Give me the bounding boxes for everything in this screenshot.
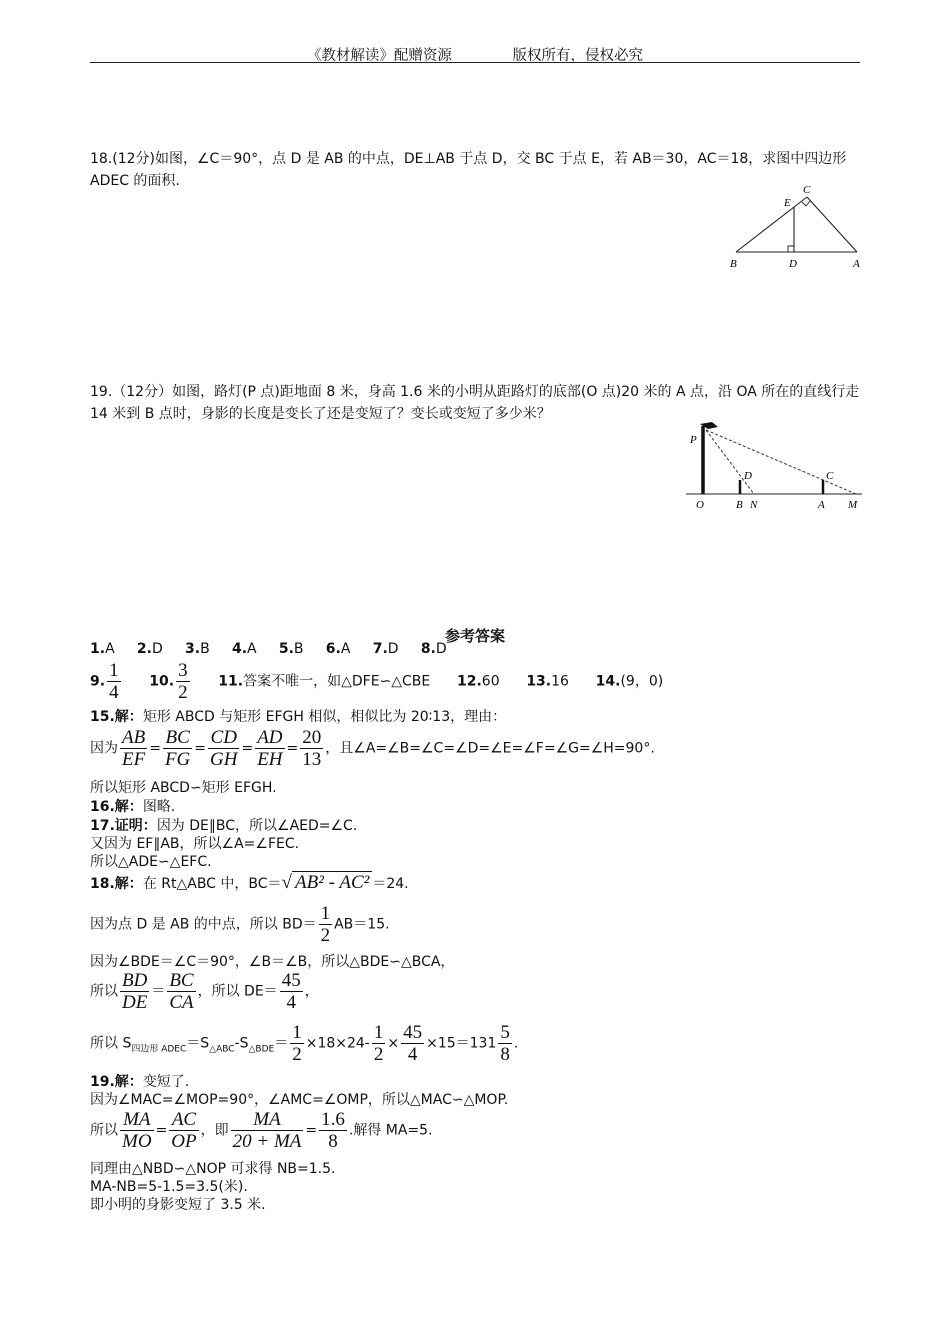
answer-17-line-1: 17.证明：因为 DE∥BC，所以∠AED=∠C. <box>90 818 358 834</box>
fig18-right-angle-C <box>802 201 810 206</box>
answer-19-line-4: 同理由△NBD∽△NOP 可求得 NB=1.5. <box>90 1161 336 1177</box>
answer-10-fraction: $\frac{3}{2}$ <box>178 660 188 703</box>
answers-row-2: 9. $\frac{1}{4}$ 10. $\frac{3}{2}$ 11.答案不唯一，如△DFE∽△CBE 12.60 13.16 14.(9，0) <box>90 660 664 703</box>
answer-18-line-2: 因为点 D 是 AB 的中点，所以 BD＝ $\frac{1}{2}$ AB＝15. <box>90 903 390 946</box>
fig18-label-B: B <box>730 258 737 270</box>
answer-15-line-3: 所以矩形 ABCD∽矩形 EFGH. <box>90 780 277 796</box>
header-rule <box>90 62 860 63</box>
answers-row-1 <box>90 641 447 657</box>
fig18-segment-CA <box>807 197 857 252</box>
answer-19-line-6: 即小明的身影变短了 3.5 米. <box>90 1197 266 1213</box>
fig18-right-angle-D <box>788 246 794 252</box>
fig19-label-O: O <box>696 499 704 511</box>
header-right: 版权所有，侵权必究 <box>512 48 644 64</box>
fig18-label-A: A <box>853 258 860 270</box>
fig18-label-D: D <box>789 258 797 270</box>
answer-4: 4.A <box>231 641 257 657</box>
answers-title: 参考答案 <box>444 627 505 645</box>
question-19: 19.（12分）如图，路灯(P 点)距地面 8 米，身高 1.6 米的小明从距路灯的底部(O 点)20 米的 A 点，沿 OA 所在的直线行走 14 米到 B 点时，身影的长度是变长了还是变短了？变长或变短了多少米？ <box>90 384 860 422</box>
fig19-label-B: B <box>736 499 743 511</box>
answer-8: 8.D <box>420 641 447 657</box>
header-left: 《教材解读》配赠资源 <box>306 48 452 64</box>
answer-18-line-5: 所以 $S_{四边形 ADEC}=S_{\triangle ABC}-S_{\triangle BDE}=$ $\frac{1}{2}$ ×18×24- $\frac{1}{2}$ × $\frac{45}{4}$ ×15＝131 $\frac{5}{8}$ . <box>90 1022 519 1065</box>
figure-18 <box>722 182 872 274</box>
answer-15-line-2: 因为 $\frac{AB}{EF}$ = $\frac{BC}{FG}$ = $\frac{CD}{GH}$ = $\frac{AD}{EH}$ = $\frac{20}{13}$ ，且∠A=∠B=∠C=∠D=∠E=∠F=∠G=∠H=90°. <box>90 727 655 770</box>
sqrt-expression: √ AB² - AC² <box>282 871 373 893</box>
fig19-label-N: N <box>750 499 758 511</box>
answer-3: 3.B <box>185 641 210 657</box>
fig19-label-D: D <box>744 470 752 482</box>
answer-18-line-3: 因为∠BDE＝∠C＝90°，∠B＝∠B，所以△BDE∽△BCA， <box>90 954 455 970</box>
answer-18-line-1: 18.解：在 Rt△ABC 中，BC＝√ AB² - AC² ＝24. <box>90 872 409 893</box>
answer-17-line-3: 所以△ADE∽△EFC. <box>90 854 212 870</box>
answer-17-line-2: 又因为 EF∥AB，所以∠A=∠FEC. <box>90 836 300 852</box>
figure-19 <box>680 416 865 516</box>
answer-7: 7.D <box>372 641 399 657</box>
answer-19-line-1: 19.解：变短了. <box>90 1074 190 1090</box>
answer-19-line-2: 因为∠MAC=∠MOP=90°，∠AMC=∠OMP，所以△MAC∽△MOP. <box>90 1092 509 1108</box>
answer-19-line-3: 所以 $\frac{MA}{MO}$ = $\frac{AC}{OP}$ ，即 $\frac{MA}{20 + MA}$ = $\frac{1.6}{8}$ .解得 MA=5. <box>90 1109 433 1152</box>
fig19-ray-PM <box>706 430 856 494</box>
fig18-label-E: E <box>784 197 791 209</box>
fig19-label-A: A <box>818 499 825 511</box>
fig18-segment-BC <box>736 197 807 252</box>
answer-15-line-1: 15.解：矩形 ABCD 与矩形 EFGH 相似，相似比为 20∶13，理由： <box>90 709 507 725</box>
answer-9-fraction: $\frac{1}{4}$ <box>109 660 119 703</box>
answer-6: 6.A <box>325 641 351 657</box>
fig19-label-P: P <box>690 434 697 446</box>
question-18: 18.(12分)如图，∠C＝90°，点 D 是 AB 的中点，DE⊥AB 于点 D，交 BC 于点 E，若 AB＝30，AC＝18，求图中四边形 ADEC 的面积. <box>90 151 847 189</box>
fig19-label-C: C <box>826 470 834 482</box>
answer-18-line-4: 所以 $\frac{BD}{DE}$ ＝ $\frac{BC}{CA}$ ，所以 DE＝ $\frac{45}{4}$ ， <box>90 970 319 1013</box>
fig19-label-M: M <box>848 499 858 511</box>
answer-5: 5.B <box>278 641 304 657</box>
answer-19-line-5: MA-NB=5-1.5=3.5(米). <box>90 1179 248 1195</box>
answer-16: 16.解：图略. <box>90 799 176 815</box>
answer-1: 1.A <box>90 641 115 657</box>
answer-2: 2.D <box>136 641 163 657</box>
fig19-ray-PN <box>706 430 754 494</box>
fig18-label-C: C <box>803 184 811 196</box>
